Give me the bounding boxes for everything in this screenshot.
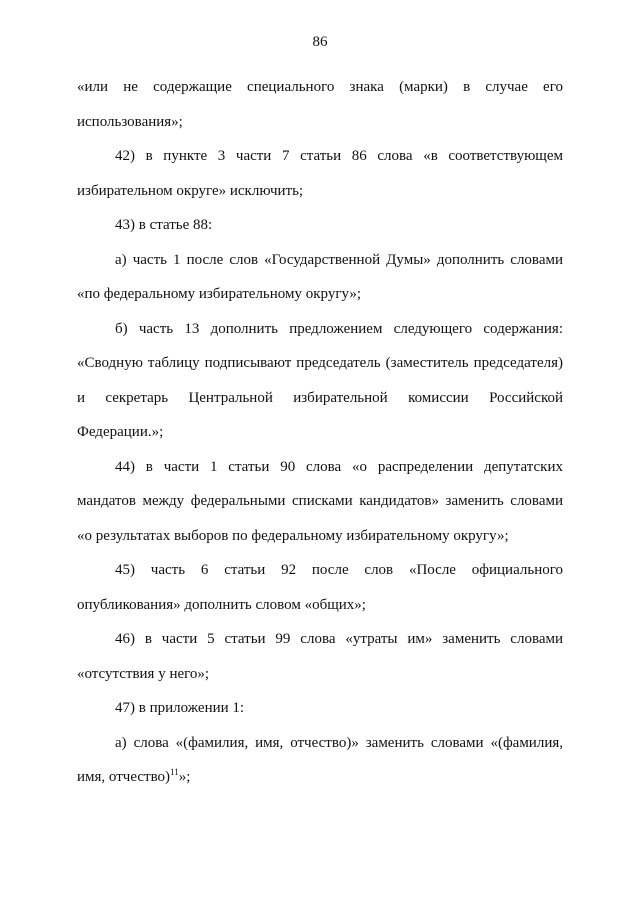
text-line: а) слова «(фамилия, имя, отчество)» заменить словами «(фамилия,: [115, 734, 563, 751]
paragraph-item-45: [77, 553, 563, 622]
text-line: 42) в пункте 3 части 7 статьи 86 слова «в соответствующем: [115, 148, 563, 164]
text-line: [77, 760, 563, 795]
text-line: опубликования» дополнить словом «общих»;: [77, 596, 366, 613]
text-line: 46) в части 5 статьи 99 слова «утраты им» заменить словами: [115, 631, 563, 647]
text-line: «по федеральному избирательному округу»;: [77, 286, 362, 302]
paragraph-item-42: [77, 139, 563, 208]
text-line: избирательном округе» исключить;: [77, 182, 304, 199]
text-line: «Сводную таблицу подписывают председатель (заместитель председателя): [77, 355, 563, 371]
text-line: 44) в части 1 статьи 90 слова «о распределении депутатских: [115, 458, 563, 475]
text-fragment: »;: [178, 769, 191, 785]
text-line: и секретарь Центральной избирательной комиссии Российской: [77, 389, 563, 406]
paragraph: [77, 70, 563, 139]
text-line: а) часть 1 после слов «Государственной Думы» дополнить словами: [115, 251, 563, 268]
text-line: 47) в приложении 1:: [115, 700, 245, 716]
text-line: «отсутствия у него»;: [77, 665, 210, 682]
paragraph-item-43a: [77, 243, 563, 312]
paragraph-item-44: [77, 450, 563, 554]
text-line: 45) часть 6 статьи 92 после слов «После официального: [115, 562, 563, 578]
paragraph-item-47: [77, 691, 563, 726]
paragraph-item-47a: [77, 726, 563, 795]
document-body: [77, 70, 563, 795]
text-line: мандатов между федеральными списками кандидатов» заменить словами: [77, 493, 563, 509]
text-line: б) часть 13 дополнить предложением следующего содержания:: [115, 320, 563, 337]
footnote-marker: 11: [170, 767, 179, 777]
paragraph-item-43b: [77, 312, 563, 450]
text-line: использования»;: [77, 113, 183, 130]
text-line: 43) в статье 88:: [115, 217, 213, 233]
text-line: «о результатах выборов по федеральному избирательному округу»;: [77, 527, 509, 544]
text-line: Федерации.»;: [77, 424, 164, 440]
page-number: 86: [312, 34, 328, 50]
text-fragment: имя, отчество): [77, 769, 171, 785]
text-line: «или не содержащие специального знака (марки) в случае его: [77, 79, 563, 95]
paragraph-item-46: [77, 622, 563, 691]
paragraph-item-43: [77, 208, 563, 243]
